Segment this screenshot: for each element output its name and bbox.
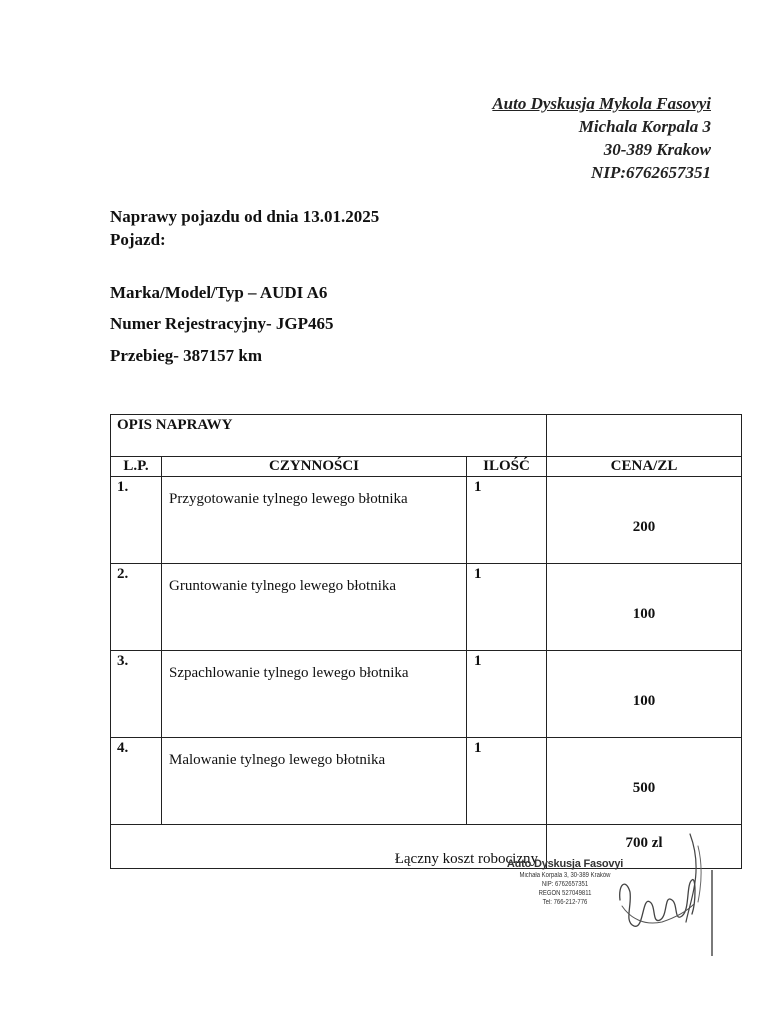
vehicle-registration: Numer Rejestracyjny- JGP465: [110, 314, 334, 333]
stamp-regon: REGON 527049811: [538, 890, 592, 897]
row-lp: 2.: [111, 564, 162, 651]
row-price: 500: [547, 738, 742, 825]
table-row: [111, 738, 742, 825]
company-street: Michala Korpala 3: [578, 117, 711, 136]
vehicle-model: Marka/Model/Typ – AUDI A6: [110, 283, 328, 302]
repairs-table: [110, 414, 742, 869]
stamp-phone: Tel: 766-212-776: [542, 899, 588, 906]
handwritten-signature: [612, 822, 732, 962]
header-quantity: ILOŚĆ: [467, 457, 547, 477]
row-description: Malowanie tylnego lewego błotnika: [162, 738, 467, 825]
table-row: [111, 564, 742, 651]
table-row: [111, 477, 742, 564]
repairs-title: Naprawy pojazdu od dnia 13.01.2025: [110, 207, 380, 226]
vehicle-mileage: Przebieg- 387157 km: [110, 346, 263, 365]
company-header: [311, 92, 711, 184]
table-empty-cell: [547, 415, 742, 457]
row-price: 100: [547, 651, 742, 738]
header-price: CENA/ZL: [547, 457, 742, 477]
row-quantity: 1: [467, 738, 547, 825]
row-quantity: 1: [467, 564, 547, 651]
header-lp: L.P.: [111, 457, 162, 477]
row-lp: 1.: [111, 477, 162, 564]
row-description: Szpachlowanie tylnego lewego błotnika: [162, 651, 467, 738]
header-activities: CZYNNOŚCI: [162, 457, 467, 477]
row-lp: 4.: [111, 738, 162, 825]
company-stamp: [500, 858, 630, 907]
total-value: 700 zl: [547, 825, 742, 869]
company-nip: NIP:6762657351: [591, 163, 711, 182]
table-title-row: [111, 415, 742, 457]
table-row: [111, 651, 742, 738]
stamp-address: Michała Korpala 3, 30-389 Kraków: [519, 872, 611, 879]
row-description: Przygotowanie tylnego lewego błotnika: [162, 477, 467, 564]
vehicle-label: Pojazd:: [110, 230, 166, 249]
stamp-nip: NIP: 6762657351: [541, 881, 589, 888]
row-quantity: 1: [467, 651, 547, 738]
row-lp: 3.: [111, 651, 162, 738]
table-section-title: OPIS NAPRAWY: [111, 415, 547, 457]
total-label: Łączny koszt robocizny: [111, 825, 547, 869]
company-city: 30-389 Krakow: [603, 140, 711, 159]
row-price: 100: [547, 564, 742, 651]
stamp-title: Auto Dyskusja Fasovyi: [506, 858, 624, 870]
row-price: 200: [547, 477, 742, 564]
company-name: Auto Dyskusja Mykola Fasovyi: [492, 94, 711, 113]
row-description: Gruntowanie tylnego lewego błotnika: [162, 564, 467, 651]
row-quantity: 1: [467, 477, 547, 564]
table-header-row: [111, 457, 742, 477]
